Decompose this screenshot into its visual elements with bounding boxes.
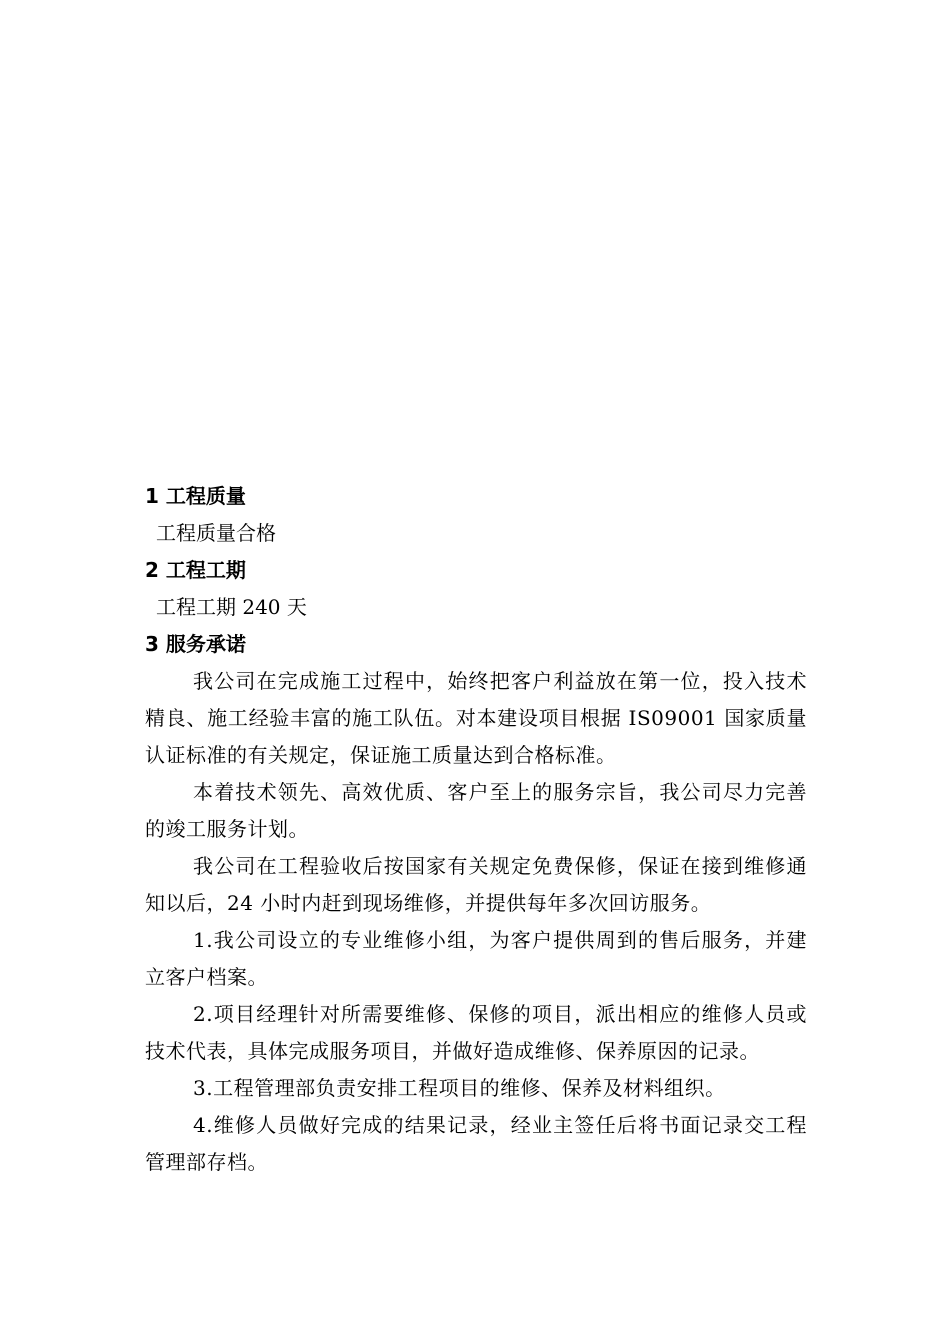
document-body bbox=[145, 478, 807, 1181]
service-list-item: 1.我公司设立的专业维修小组，为客户提供周到的售后服务，并建立客户档案。 bbox=[145, 928, 807, 989]
service-list-item: 2.项目经理针对所需要维修、保修的项目，派出相应的维修人员或技术代表，具体完成服务项目，并做好造成维修、保养原因的记录。 bbox=[145, 1002, 807, 1063]
service-list-item: 4.维修人员做好完成的结果记录，经业主签任后将书面记录交工程管理部存档。 bbox=[145, 1113, 807, 1174]
service-paragraph: 我公司在完成施工过程中，始终把客户利益放在第一位，投入技术精良、施工经验丰富的施工队伍。对本建设项目根据 IS09001 国家质量认证标准的有关规定，保证施工质量达到合格标准。 bbox=[145, 669, 807, 767]
section-heading-schedule: 2 工程工期 bbox=[145, 558, 246, 582]
section-heading-quality: 1 工程质量 bbox=[145, 484, 246, 508]
schedule-statement: 工程工期 240 天 bbox=[156, 595, 307, 619]
section-heading-service: 3 服务承诺 bbox=[145, 632, 246, 656]
service-paragraph: 本着技术领先、高效优质、客户至上的服务宗旨，我公司尽力完善的竣工服务计划。 bbox=[145, 780, 807, 841]
service-list-item: 3.工程管理部负责安排工程项目的维修、保养及材料组织。 bbox=[193, 1076, 726, 1100]
service-paragraph: 我公司在工程验收后按国家有关规定免费保修，保证在接到维修通知以后，24 小时内赶到现场维修，并提供每年多次回访服务。 bbox=[145, 854, 807, 915]
quality-statement: 工程质量合格 bbox=[156, 521, 276, 545]
